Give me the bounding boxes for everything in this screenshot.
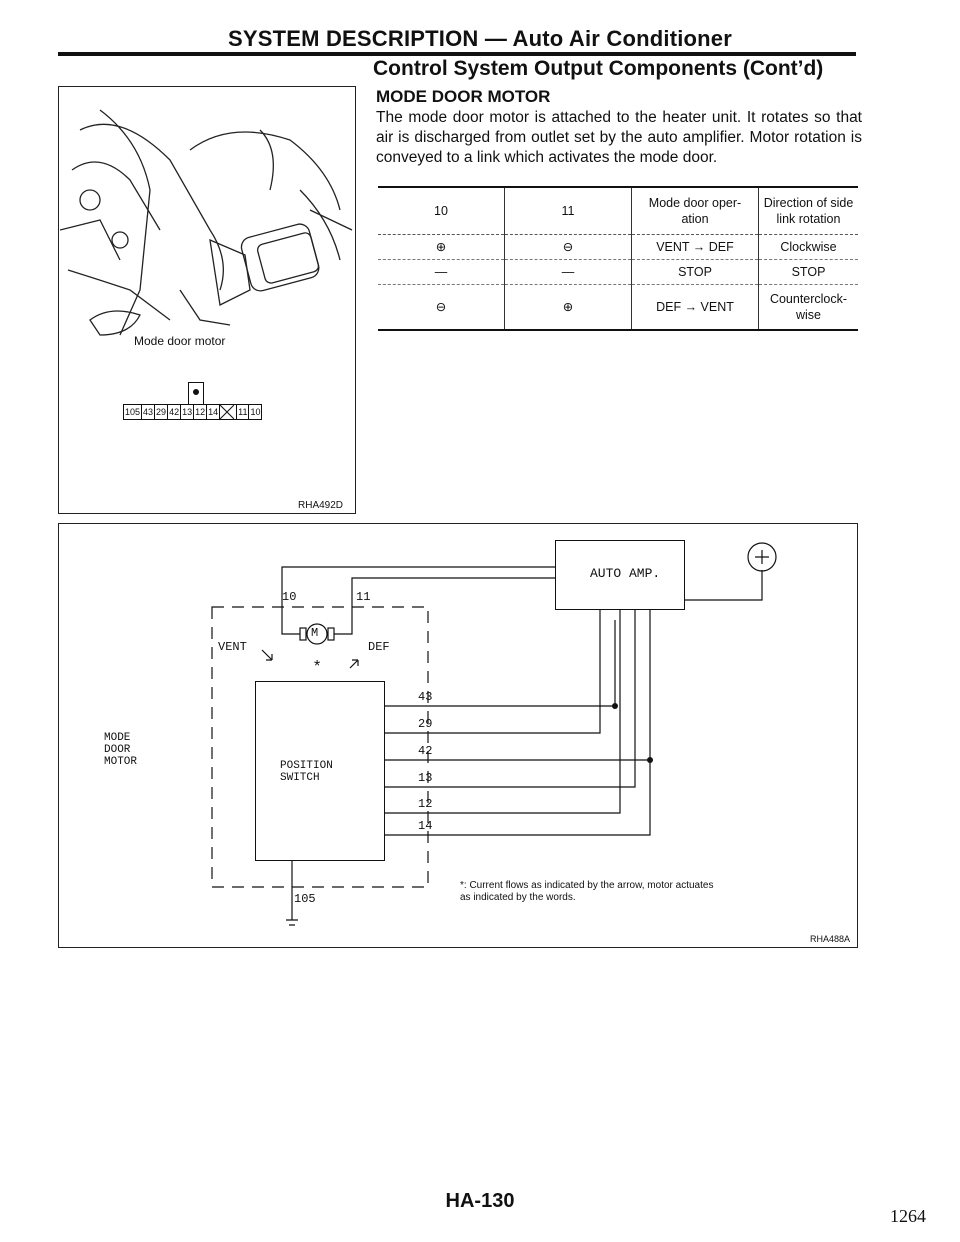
pin-label: 42 [418, 744, 433, 758]
description-paragraph: The mode door motor is attached to the heater unit. It rotates so that air is discharged from outlet set by the auto amplifier. Motor rotation is conveyed to a link which activates the mode door. [376, 109, 862, 166]
asterisk-mark: * [314, 658, 321, 675]
mode-door-motor-diagram-label: MODE DOOR MOTOR [104, 732, 138, 768]
auto-amp-label: AUTO AMP. [590, 566, 661, 581]
table-cell: ⊕ [378, 235, 505, 260]
section-title: Control System Output Components (Cont’d) [373, 57, 824, 80]
pin-label: 29 [418, 717, 433, 731]
terminal-105-label: 105 [294, 892, 316, 906]
connector-pin: 11 [238, 407, 248, 417]
motor-symbol: M [311, 626, 319, 640]
page-number: HA-130 [445, 1190, 515, 1212]
connector-pin: 13 [182, 407, 193, 417]
pin-label: 14 [418, 819, 433, 833]
connector-pin: 29 [156, 407, 167, 417]
figure2-caption: RHA488A [810, 934, 851, 944]
position-switch-label: POSITION SWITCH [280, 760, 333, 784]
page-header-title: SYSTEM DESCRIPTION — Auto Air Conditioner [227, 26, 733, 51]
table-cell: Clockwise [759, 235, 859, 260]
terminal-10-label: 10 [282, 590, 297, 604]
subsection-title: MODE DOOR MOTOR [376, 87, 551, 106]
table-cell: Counterclock-wise [759, 285, 859, 331]
connector-pin: 105 [125, 407, 141, 417]
diagram-note: *: Current flows as indicated by the arrow, motor actuates as indicated by the words. [460, 880, 714, 903]
def-label: DEF [368, 640, 390, 654]
book-page-number: 1264 [890, 1206, 926, 1226]
table-cell: VENT → DEF [632, 235, 759, 260]
connector-pin: 10 [250, 407, 261, 417]
figure1-caption: RHA492D [298, 500, 344, 511]
table-cell: — [378, 260, 505, 285]
table-cell: STOP [632, 260, 759, 285]
pin-label: 43 [418, 690, 433, 704]
connector-pin: 12 [195, 407, 206, 417]
table-header-cell: 11 [505, 188, 632, 235]
terminal-11-label: 11 [356, 590, 371, 604]
pin-label: 13 [418, 771, 433, 785]
connector-pin: 14 [208, 407, 219, 417]
vent-label: VENT [218, 640, 247, 654]
table-cell: STOP [759, 260, 859, 285]
table-cell: ⊕ [505, 285, 632, 331]
table-cell: ⊖ [505, 235, 632, 260]
table-cell: — [505, 260, 632, 285]
pin-label: 12 [418, 797, 433, 811]
connector-pin: 42 [169, 407, 180, 417]
table-cell: ⊖ [378, 285, 505, 331]
table-header-cell: 10 [378, 188, 505, 235]
table-header-cell: Direction of side link rotation [759, 188, 859, 235]
mode-door-motor-label: Mode door motor [134, 334, 226, 348]
connector-pin: 43 [143, 407, 154, 417]
table-cell: DEF → VENT [632, 285, 759, 331]
table-header-cell: Mode door oper-ation [632, 188, 759, 235]
